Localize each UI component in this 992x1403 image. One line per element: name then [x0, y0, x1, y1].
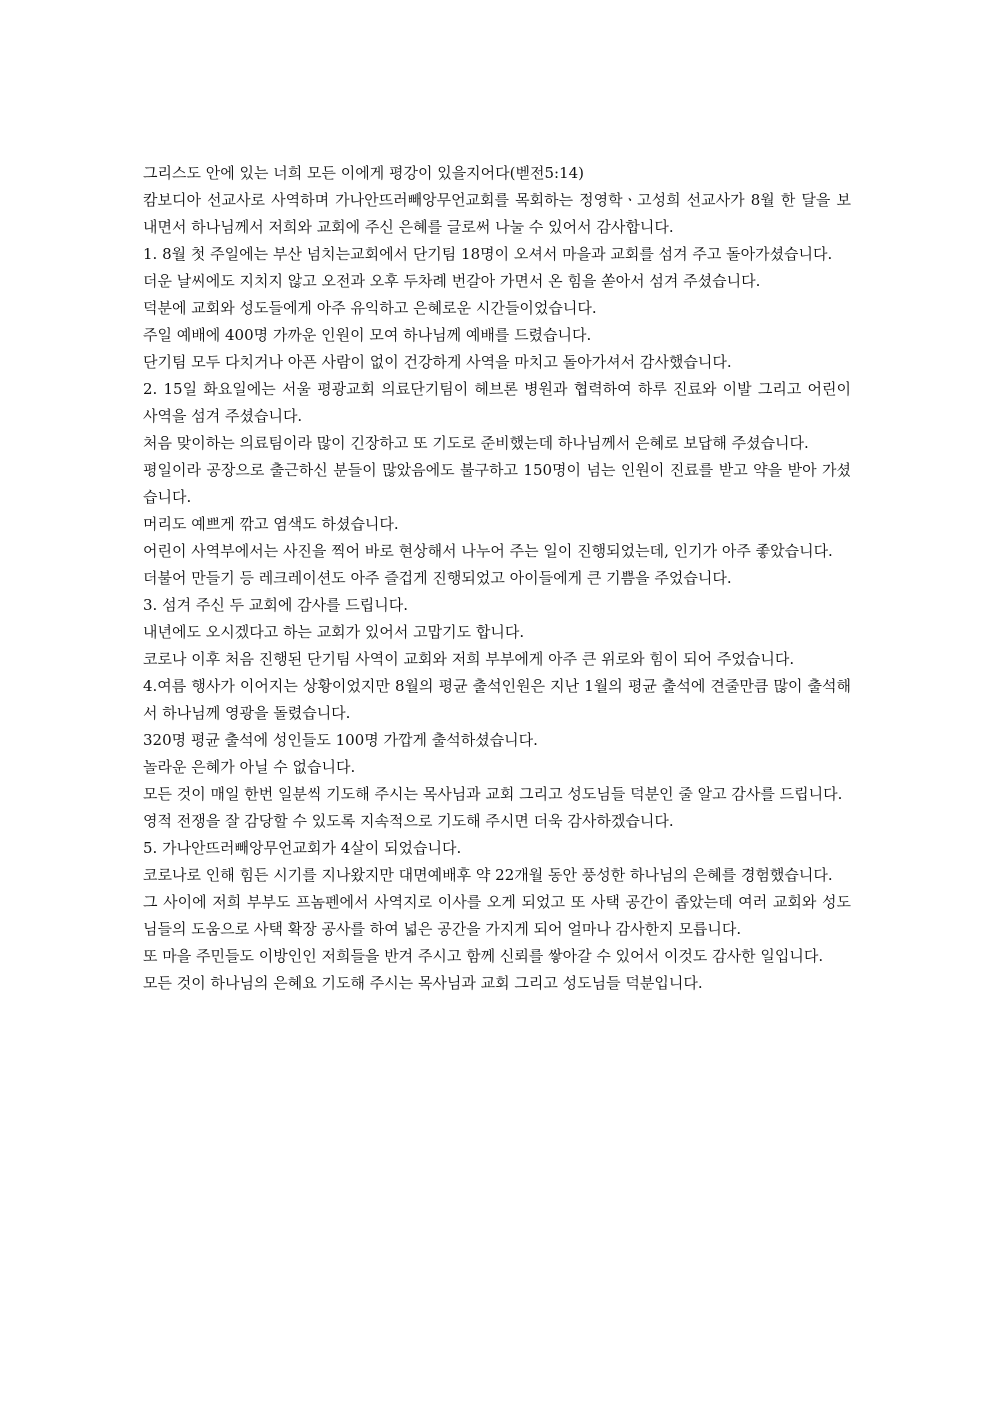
- paragraph: 내년에도 오시겠다고 하는 교회가 있어서 고맙기도 합니다.: [143, 623, 525, 641]
- paragraph: 머리도 예쁘게 깎고 염색도 하셨습니다.: [143, 515, 399, 533]
- paragraph: 그 사이에 저희 부부도 프놈펜에서 사역지로 이사를 오게 되었고 또 사택 공간이 좁았는데 여러 교회와 성도님들의 도움으로 사택 확장 공사를 하여 넓은 공간을 가지게 되어 얼마나 감사한지 모릅니다.: [143, 893, 851, 938]
- paragraph: 캄보디아 선교사로 사역하며 가나안뜨러빼앙무언교회를 목회하는 정영학ㆍ고성희 선교사가 8월 한 달을 보내면서 하나님께서 저희와 교회에 주신 은혜를 글로써 나눌 수 있어서 감사합니다.: [143, 191, 851, 236]
- paragraph: 5. 가나안뜨러빼앙무언교회가 4살이 되었습니다.: [143, 839, 462, 857]
- paragraph: 2. 15일 화요일에는 서울 평광교회 의료단기팀이 헤브론 병원과 협력하여 하루 진료와 이발 그리고 어린이 사역을 섬겨 주셨습니다.: [143, 380, 851, 425]
- paragraph: 모든 것이 하나님의 은혜요 기도해 주시는 목사님과 교회 그리고 성도님들 덕분입니다.: [143, 974, 703, 992]
- paragraph: 코로나 이후 처음 진행된 단기팀 사역이 교회와 저희 부부에게 아주 큰 위로와 힘이 되어 주었습니다.: [143, 650, 795, 668]
- document-body: [143, 160, 851, 997]
- paragraph: 놀라운 은혜가 아닐 수 없습니다.: [143, 758, 356, 776]
- paragraph: 코로나로 인해 힘든 시기를 지나왔지만 대면예배후 약 22개월 동안 풍성한 하나님의 은혜를 경험했습니다.: [143, 866, 833, 884]
- paragraph: 더불어 만들기 등 레크레이션도 아주 즐겁게 진행되었고 아이들에게 큰 기쁨을 주었습니다.: [143, 569, 732, 587]
- paragraph: 320명 평균 출석에 성인들도 100명 가깝게 출석하셨습니다.: [143, 731, 538, 749]
- paragraph-verse: 그리스도 안에 있는 너희 모든 이에게 평강이 있을지어다(벧전5:14): [143, 164, 585, 182]
- paragraph: 더운 날씨에도 지치지 않고 오전과 오후 두차례 번갈아 가면서 온 힘을 쏟아서 섬겨 주셨습니다.: [143, 272, 761, 290]
- paragraph: 어린이 사역부에서는 사진을 찍어 바로 현상해서 나누어 주는 일이 진행되었는데, 인기가 아주 좋았습니다.: [143, 542, 833, 560]
- paragraph: 주일 예배에 400명 가까운 인원이 모여 하나님께 예배를 드렸습니다.: [143, 326, 592, 344]
- paragraph: 처음 맞이하는 의료팀이라 많이 긴장하고 또 기도로 준비했는데 하나님께서 은혜로 보답해 주셨습니다.: [143, 434, 809, 452]
- paragraph: 4.여름 행사가 이어지는 상황이었지만 8월의 평균 출석인원은 지난 1월의 평균 출석에 견줄만큼 많이 출석해서 하나님께 영광을 돌렸습니다.: [143, 677, 851, 722]
- paragraph: 영적 전쟁을 잘 감당할 수 있도록 지속적으로 기도해 주시면 더욱 감사하겠습니다.: [143, 812, 674, 830]
- paragraph: 덕분에 교회와 성도들에게 아주 유익하고 은혜로운 시간들이었습니다.: [143, 299, 597, 317]
- paragraph: 평일이라 공장으로 출근하신 분들이 많았음에도 불구하고 150명이 넘는 인원이 진료를 받고 약을 받아 가셨습니다.: [143, 461, 851, 506]
- paragraph: 모든 것이 매일 한번 일분씩 기도해 주시는 목사님과 교회 그리고 성도님들 덕분인 줄 알고 감사를 드립니다.: [143, 785, 843, 803]
- paragraph: 또 마을 주민들도 이방인인 저희들을 반겨 주시고 함께 신뢰를 쌓아갈 수 있어서 이것도 감사한 일입니다.: [143, 947, 824, 965]
- paragraph: 3. 섬겨 주신 두 교회에 감사를 드립니다.: [143, 596, 409, 614]
- paragraph: 1. 8월 첫 주일에는 부산 넘치는교회에서 단기팀 18명이 오셔서 마을과 교회를 섬겨 주고 돌아가셨습니다.: [143, 245, 833, 263]
- paragraph: 단기팀 모두 다치거나 아픈 사람이 없이 건강하게 사역을 마치고 돌아가셔서 감사했습니다.: [143, 353, 732, 371]
